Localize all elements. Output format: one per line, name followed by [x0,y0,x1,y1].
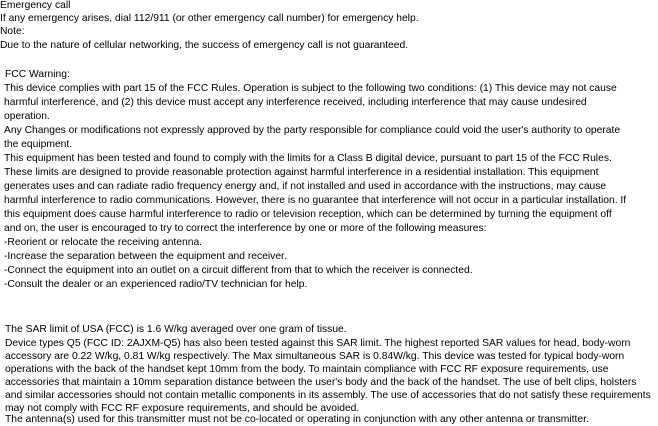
emergency-title: Emergency call [0,0,71,11]
note-text: Due to the nature of cellular networking, the success of emergency call is not guaranteed. [0,40,409,51]
sar-line: operations with the back of the handset kept 10mm from the body. To maintain compliance with FCC RF exposure requirements, use [5,364,609,375]
fcc-line: the equipment. [4,139,73,150]
sar-line: accessory are 0.22 W/kg, 0.81 W/kg respectively. The Max simultaneous SAR is 0.84W/kg. This device was tested for typical body-worn [5,351,625,362]
fcc-line: harmful interference, and (2) this device must accept any interference received, including interference that may cause undesired [4,97,587,108]
fcc-line: This device complies with part 15 of the FCC Rules. Operation is subject to the following two conditions: (1) This device may not cause [4,83,617,94]
fcc-measure: -Reorient or relocate the receiving antenna. [4,237,203,248]
sar-line: The antenna(s) used for this transmitter must not be co-located or operating in conjunction with any other antenna or transmitter. [5,414,589,425]
emergency-text: If any emergency arises, dial 112/911 (or other emergency call number) for emergency help. [0,13,419,24]
fcc-line: and on, the user is encouraged to try to correct the interference by one or more of the following measures: [4,223,487,234]
sar-line: Device types Q5 (FCC ID: 2AJXM-Q5) has also been tested against this SAR limit. The highest reported SAR values for head, body-worn [5,338,631,349]
fcc-measure: -Increase the separation between the equipment and receiver. [4,251,287,262]
fcc-line: harmful interference to radio communications. However, there is no guarantee that interference will not occur in a particular installation. If [4,195,627,206]
sar-line: The SAR limit of USA (FCC) is 1.6 W/kg averaged over one gram of tissue. [5,324,347,335]
sar-line: may not comply with FCC RF exposure requirements, and should be avoided. [5,403,360,414]
fcc-line: operation. [4,111,50,122]
sar-line: accessories that maintain a 10mm separation distance between the user's body and the back of the handset. The use of belt clips, holsters [5,377,637,388]
fcc-line: this equipment does cause harmful interference to radio or television reception, which can be determined by turning the equipment off [4,209,612,220]
fcc-line: These limits are designed to provide reasonable protection against harmful interference in a residential installation. This equipment [4,167,599,178]
fcc-line: generates uses and can radiate radio frequency energy and, if not installed and used in accordance with the instructions, may cause [4,181,607,192]
fcc-heading: FCC Warning: [5,69,70,80]
fcc-measure: -Consult the dealer or an experienced radio/TV technician for help. [4,279,308,290]
fcc-line: Any Changes or modifications not expressly approved by the party responsible for compliance could void the user's authority to operate [4,125,621,136]
fcc-measure: -Connect the equipment into an outlet on a circuit different from that to which the receiver is connected. [4,265,473,276]
fcc-line: This equipment has been tested and found to comply with the limits for a Class B digital device, pursuant to part 15 of the FCC Rules. [4,153,612,164]
sar-line: and similar accessories should not contain metallic components in its assembly. The use of accessories that do not satisfy these requirements [5,390,651,401]
note-label: Note: [0,26,25,37]
